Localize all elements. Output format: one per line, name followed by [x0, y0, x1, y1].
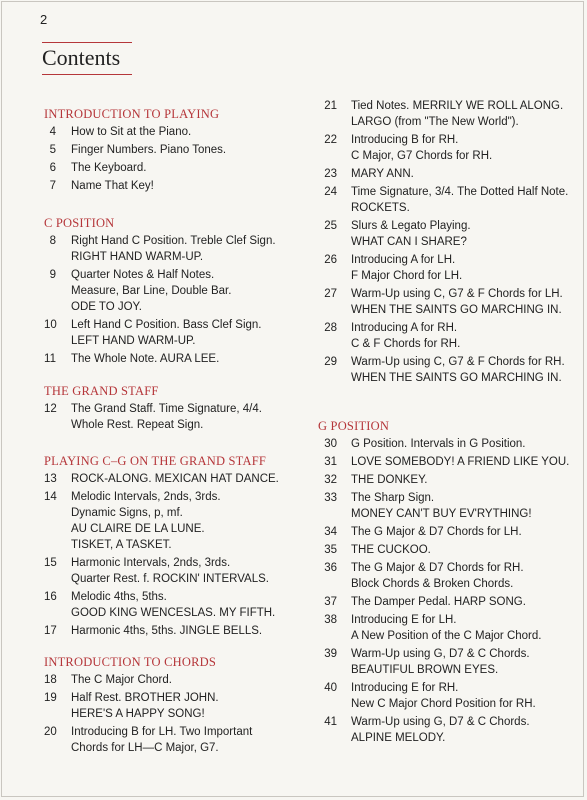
section-heading-gpos: G POSITION [318, 419, 390, 433]
entry-line: Introducing B for LH. Two Important [71, 726, 253, 738]
entry-text [71, 317, 262, 349]
entry-text [351, 320, 460, 352]
contents-entry [44, 555, 314, 587]
page-number: 2 [40, 12, 48, 27]
entry-line: LARGO (from "The New World"). [351, 116, 519, 128]
entry-line: Melodic 4ths, 5ths. [71, 591, 167, 603]
entry-page-number: 21 [324, 100, 337, 112]
entry-page-number: 14 [44, 491, 57, 503]
entry-page-number: 9 [49, 269, 56, 281]
contents-entry [318, 166, 587, 182]
entry-line: F Major Chord for LH. [351, 270, 463, 282]
entry-text [351, 646, 530, 678]
entry-line: ODE TO JOY. [71, 301, 142, 313]
entry-line: WHEN THE SAINTS GO MARCHING IN. [351, 372, 562, 384]
contents-entry [318, 542, 587, 558]
contents-entry [44, 471, 314, 487]
contents-entry [44, 160, 314, 176]
entry-page-number: 11 [44, 353, 56, 365]
entry-line: Introducing A for LH. [351, 254, 456, 266]
entry-line: The Sharp Sign. [351, 492, 435, 504]
entry-text [351, 560, 524, 592]
entry-line: The Whole Note. AURA LEE. [71, 353, 220, 365]
entry-page-number: 24 [324, 186, 337, 198]
entry-text [71, 351, 219, 367]
contents-entry [318, 184, 587, 216]
entry-line: Warm-Up using C, G7 & F Chords for RH. [351, 356, 565, 368]
contents-entry [44, 589, 314, 621]
entry-page-number: 22 [324, 134, 337, 146]
entry-line: Finger Numbers. Piano Tones. [71, 144, 227, 156]
entry-page-number: 30 [324, 438, 337, 450]
entry-line: How to Sit at the Piano. [71, 126, 192, 138]
entry-line: THE CUCKOO. [351, 544, 431, 556]
entry-text [351, 524, 522, 540]
entry-text [71, 623, 262, 639]
entry-page-number: 4 [49, 126, 56, 138]
entry-line: Quarter Rest. f. ROCKIN' INTERVALS. [71, 573, 269, 585]
title-rule-bottom [42, 74, 132, 75]
entry-line: Warm-Up using C, G7 & F Chords for LH. [351, 288, 563, 300]
entry-text [351, 252, 462, 284]
entry-line: Measure, Bar Line, Double Bar. [71, 285, 232, 297]
entry-text [351, 286, 563, 318]
entry-page-number: 34 [324, 526, 337, 538]
entry-line: Harmonic 4ths, 5ths. JINGLE BELLS. [71, 625, 263, 637]
entry-line: C Major, G7 Chords for RH. [351, 150, 493, 162]
entry-text [71, 724, 252, 756]
entry-text [351, 612, 541, 644]
contents-entry [318, 472, 587, 488]
section-heading-grand: THE GRAND STAFF [44, 384, 159, 398]
entry-line: LEFT HAND WARM-UP. [71, 335, 196, 347]
entry-page-number: 13 [44, 473, 57, 485]
section-heading-intro: INTRODUCTION TO PLAYING [44, 107, 220, 121]
entry-page-number: 23 [324, 168, 337, 180]
entry-page-number: 27 [324, 288, 337, 300]
contents-entry [318, 252, 587, 284]
entry-text [71, 160, 146, 176]
entry-page-number: 29 [324, 356, 337, 368]
entry-line: Right Hand C Position. Treble Clef Sign. [71, 235, 276, 247]
entry-page-number: 35 [324, 544, 337, 556]
entry-line: Introducing E for LH. [351, 614, 457, 626]
entry-line: The G Major & D7 Chords for LH. [351, 526, 522, 538]
contents-entry [318, 354, 587, 386]
entry-text [71, 267, 231, 315]
entry-text [71, 124, 191, 140]
contents-entry [318, 594, 587, 610]
entry-line: Warm-Up using G, D7 & C Chords. [351, 648, 530, 660]
section-heading-cg: PLAYING C–G ON THE GRAND STAFF [44, 454, 267, 468]
contents-entry [318, 646, 587, 678]
contents-entry [318, 560, 587, 592]
entry-page-number: 20 [44, 726, 57, 738]
entry-line: The Grand Staff. Time Signature, 4/4. [71, 403, 262, 415]
entry-page-number: 32 [324, 474, 337, 486]
entry-text [71, 178, 154, 194]
page-title: Contents [42, 45, 121, 70]
entry-page-number: 26 [324, 254, 337, 266]
entry-text [351, 542, 431, 558]
contents-entry [318, 524, 587, 540]
entry-text [71, 489, 221, 553]
entry-line: ROCK-ALONG. MEXICAN HAT DANCE. [71, 473, 279, 485]
entry-line: Introducing E for RH. [351, 682, 459, 694]
contents-entry [318, 436, 587, 452]
contents-entry [318, 454, 587, 470]
entry-page-number: 41 [324, 716, 337, 728]
contents-entry [44, 233, 314, 265]
entry-line: Whole Rest. Repeat Sign. [71, 419, 204, 431]
entry-line: Melodic Intervals, 2nds, 3rds. [71, 491, 221, 503]
entry-page-number: 33 [324, 492, 337, 504]
entry-text [351, 166, 414, 182]
entry-line: C & F Chords for RH. [351, 338, 461, 350]
entry-line: Dynamic Signs, p, mf. [71, 507, 183, 519]
entry-text [351, 594, 526, 610]
entry-line: LOVE SOMEBODY! A FRIEND LIKE YOU. [351, 456, 570, 468]
entry-line: A New Position of the C Major Chord. [351, 630, 542, 642]
contents-entry [318, 680, 587, 712]
contents-entry [318, 132, 587, 164]
entry-text [351, 354, 565, 386]
contents-entry [44, 489, 314, 553]
entry-page-number: 15 [44, 557, 57, 569]
entry-page-number: 8 [49, 235, 56, 247]
entry-page-number: 6 [49, 162, 56, 174]
entry-text [71, 401, 262, 433]
entry-line: The G Major & D7 Chords for RH. [351, 562, 524, 574]
contents-entry [318, 286, 587, 318]
entry-page-number: 7 [49, 180, 56, 192]
entry-line: Harmonic Intervals, 2nds, 3rds. [71, 557, 231, 569]
contents-entry [318, 714, 587, 746]
entry-text [351, 132, 492, 164]
entry-text [71, 142, 226, 158]
entry-line: Time Signature, 3/4. The Dotted Half Note. [351, 186, 569, 198]
entry-text [351, 680, 536, 712]
entry-page-number: 12 [44, 403, 57, 415]
entry-line: Slurs & Legato Playing. [351, 220, 471, 232]
entry-page-number: 31 [324, 456, 337, 468]
entry-line: The Keyboard. [71, 162, 147, 174]
entry-line: MONEY CAN'T BUY EV'RYTHING! [351, 508, 532, 520]
entry-line: Block Chords & Broken Chords. [351, 578, 514, 590]
entry-line: MARY ANN. [351, 168, 414, 180]
entry-page-number: 18 [44, 674, 57, 686]
entry-page-number: 39 [324, 648, 337, 660]
entry-text [71, 690, 219, 722]
contents-entry [318, 320, 587, 352]
entry-text [351, 184, 568, 216]
entry-line: BEAUTIFUL BROWN EYES. [351, 664, 499, 676]
entry-text [351, 490, 532, 522]
entry-line: Half Rest. BROTHER JOHN. [71, 692, 219, 704]
contents-entry [44, 690, 314, 722]
entry-text [351, 714, 530, 746]
entry-page-number: 38 [324, 614, 337, 626]
contents-entry [44, 623, 314, 639]
entry-text [351, 218, 471, 250]
entry-page-number: 19 [44, 692, 57, 704]
entry-line: Warm-Up using G, D7 & C Chords. [351, 716, 530, 728]
contents-entry [44, 724, 314, 756]
entry-line: Name That Key! [71, 180, 154, 192]
entry-line: HERE'S A HAPPY SONG! [71, 708, 205, 720]
entry-line: GOOD KING WENCESLAS. MY FIFTH. [71, 607, 276, 619]
entry-text [351, 98, 563, 130]
contents-entry [44, 178, 314, 194]
entry-text [71, 672, 172, 688]
entry-page-number: 37 [324, 596, 337, 608]
contents-entry [44, 317, 314, 349]
title-rule-top [42, 42, 132, 43]
entry-line: TISKET, A TASKET. [71, 539, 172, 551]
contents-entry [44, 142, 314, 158]
section-heading-chords: INTRODUCTION TO CHORDS [44, 655, 217, 669]
entry-text [351, 472, 427, 488]
entry-line: ALPINE MELODY. [351, 732, 446, 744]
entry-text [351, 436, 526, 452]
contents-entry [318, 98, 587, 130]
entry-page-number: 5 [49, 144, 56, 156]
entry-line: New C Major Chord Position for RH. [351, 698, 536, 710]
entry-line: G Position. Intervals in G Position. [351, 438, 526, 450]
entry-line: WHAT CAN I SHARE? [351, 236, 467, 248]
entry-line: RIGHT HAND WARM-UP. [71, 251, 204, 263]
entry-line: WHEN THE SAINTS GO MARCHING IN. [351, 304, 562, 316]
entry-text [71, 471, 279, 487]
contents-entry [44, 401, 314, 433]
entry-page-number: 36 [324, 562, 337, 574]
entry-page-number: 16 [44, 591, 57, 603]
entry-page-number: 17 [44, 625, 57, 637]
contents-entry [318, 218, 587, 250]
entry-line: The C Major Chord. [71, 674, 172, 686]
entry-page-number: 10 [44, 319, 57, 331]
contents-entry [44, 351, 314, 367]
entry-line: Quarter Notes & Half Notes. [71, 269, 215, 281]
entry-text [71, 233, 276, 265]
contents-entry [44, 267, 314, 315]
entry-line: THE DONKEY. [351, 474, 428, 486]
entry-page-number: 25 [324, 220, 337, 232]
entry-page-number: 28 [324, 322, 337, 334]
entry-line: Introducing B for RH. [351, 134, 459, 146]
entry-line: Chords for LH—C Major, G7. [71, 742, 219, 754]
contents-entry [318, 490, 587, 522]
contents-entry [44, 672, 314, 688]
section-heading-cpos: C POSITION [44, 216, 115, 230]
entry-line: Tied Notes. MERRILY WE ROLL ALONG. [351, 100, 564, 112]
entry-text [351, 454, 569, 470]
entry-line: Introducing A for RH. [351, 322, 458, 334]
entry-line: The Damper Pedal. HARP SONG. [351, 596, 526, 608]
contents-entry [44, 124, 314, 140]
entry-page-number: 40 [324, 682, 337, 694]
entry-line: ROCKETS. [351, 202, 410, 214]
entry-line: AU CLAIRE DE LA LUNE. [71, 523, 205, 535]
entry-text [71, 555, 269, 587]
entry-text [71, 589, 275, 621]
entry-line: Left Hand C Position. Bass Clef Sign. [71, 319, 262, 331]
contents-entry [318, 612, 587, 644]
